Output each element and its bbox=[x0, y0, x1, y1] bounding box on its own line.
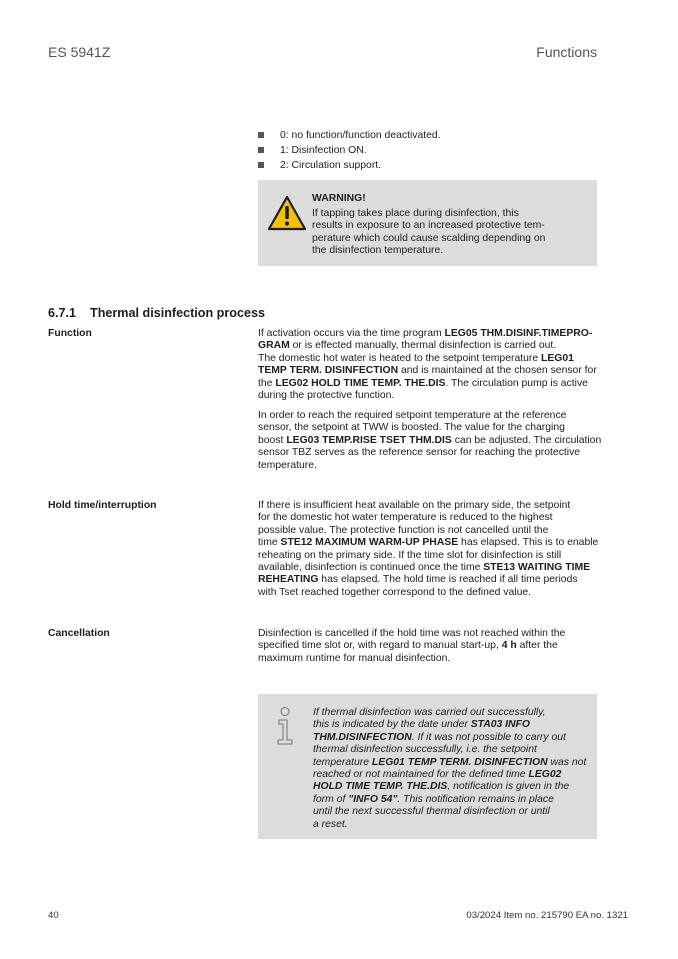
text-segment: available, disinfection is continued once the time bbox=[258, 562, 484, 574]
header-section: Functions bbox=[536, 44, 597, 60]
text-segment: , notification is given in the bbox=[447, 781, 570, 793]
bold-term: STE12 MAXIMUM WARM-UP PHASE bbox=[280, 537, 459, 549]
text-line bbox=[258, 628, 608, 640]
text-line bbox=[313, 719, 593, 731]
text-segment: time bbox=[258, 537, 281, 549]
bold-term: LEG02 bbox=[528, 769, 562, 781]
warning-title: WARNING! bbox=[312, 193, 366, 204]
text-segment: and is maintained at the chosen sensor for bbox=[398, 365, 597, 377]
page-number: 40 bbox=[48, 910, 59, 921]
bold-term: TEMP TERM. DISINFECTION bbox=[258, 365, 399, 377]
text-line bbox=[258, 460, 608, 472]
text-segment: has elapsed. This is to enable bbox=[458, 537, 599, 549]
text-segment: Disinfection is cancelled if the hold time was not reached within the bbox=[258, 628, 566, 639]
text-line bbox=[258, 562, 608, 574]
text-segment: reached or not maintained for the defined time bbox=[313, 769, 529, 781]
text-line bbox=[258, 550, 608, 562]
text-line bbox=[313, 806, 593, 818]
text-line bbox=[258, 390, 608, 402]
text-line bbox=[313, 819, 593, 831]
bold-term: HOLD TIME TEMP. THE.DIS bbox=[313, 781, 448, 793]
bold-term: THM.DISINFECTION bbox=[313, 731, 412, 743]
text-line bbox=[258, 525, 608, 537]
text-line bbox=[258, 435, 608, 447]
text-line bbox=[258, 378, 608, 390]
bold-term: LEG01 bbox=[541, 352, 574, 364]
text-line bbox=[258, 512, 608, 524]
text-line bbox=[313, 707, 593, 719]
bold-term: LEG03 TEMP.RISE TSET THM.DIS bbox=[286, 434, 452, 446]
footer-info: 03/2024 Item no. 215790 EA no. 1321 bbox=[466, 910, 628, 921]
section-number: 6.7.1 bbox=[48, 306, 77, 320]
hold-paragraph bbox=[258, 500, 608, 599]
bold-term: LEG05 THM.DISINF.TIMEPRO- bbox=[444, 328, 593, 339]
function-paragraph-1 bbox=[258, 328, 608, 402]
text-line bbox=[258, 537, 608, 549]
text-line bbox=[258, 340, 608, 352]
text-segment: after the bbox=[516, 640, 558, 652]
info-icon bbox=[274, 706, 296, 746]
bold-term: "INFO 54" bbox=[348, 793, 398, 805]
text-line bbox=[258, 447, 608, 459]
text-line bbox=[258, 653, 608, 665]
text-segment: reheating on the primary side. If the time slot for disinfection is still bbox=[258, 549, 562, 561]
text-segment: has elapsed. The hold time is reached if all time periods bbox=[318, 574, 578, 586]
label-function: Function bbox=[48, 328, 92, 339]
text-segment: The domestic hot water is heated to the setpoint temperature bbox=[258, 352, 542, 364]
header-model: ES 5941Z bbox=[48, 44, 111, 60]
list-item: 0: no function/function deactivated. bbox=[258, 128, 608, 143]
text-segment: maximum runtime for manual disinfection. bbox=[258, 652, 451, 664]
text-line bbox=[313, 781, 593, 793]
bold-term: REHEATING bbox=[258, 574, 319, 586]
text-segment: a reset. bbox=[313, 818, 348, 830]
text-segment: the bbox=[258, 377, 276, 389]
text-line bbox=[258, 422, 608, 434]
text-segment: . The circulation pump is active bbox=[445, 377, 588, 389]
text-line bbox=[258, 587, 608, 599]
section-title: Thermal disinfection process bbox=[90, 306, 265, 320]
text-segment: or is effected manually, thermal disinfection is carried out. bbox=[289, 340, 557, 352]
bold-term: STE13 WAITING TIME bbox=[483, 562, 591, 574]
text-line bbox=[313, 757, 593, 769]
warning-icon bbox=[266, 194, 308, 232]
text-segment: for the domestic hot water temperature is reduced to the highest bbox=[258, 512, 553, 524]
text-segment: was not bbox=[547, 756, 587, 768]
text-line bbox=[313, 744, 593, 756]
text-segment: specified time slot or, with regard to manual start-up, bbox=[258, 640, 502, 652]
text-line bbox=[258, 365, 608, 377]
label-hold-time: Hold time/interruption bbox=[48, 500, 157, 511]
text-segment: can be adjusted. The circulation bbox=[451, 434, 602, 446]
list-item: 1: Disinfection ON. bbox=[258, 143, 608, 158]
warning-box bbox=[258, 180, 597, 266]
text-segment: until the next successful thermal disinfection or until bbox=[313, 806, 550, 818]
bold-term: LEG02 HOLD TIME TEMP. THE.DIS bbox=[275, 377, 446, 389]
text-segment: thermal disinfection successfully, i.e. the setpoint bbox=[313, 744, 537, 756]
text-line bbox=[313, 769, 593, 781]
text-segment: during the protective function. bbox=[258, 390, 395, 402]
text-line bbox=[313, 732, 593, 744]
text-segment: . This notification remains in place bbox=[397, 793, 554, 805]
warning-text: If tapping takes place during disinfection, this results in exposure to an increased protective tem- perature which could cause scalding depending on the disinfection temperature. bbox=[312, 208, 546, 257]
text-segment: form of bbox=[313, 793, 349, 805]
function-paragraph-2 bbox=[258, 410, 608, 472]
list-item: 2: Circulation support. bbox=[258, 158, 608, 173]
text-line bbox=[258, 353, 608, 365]
text-segment: . If it was not possible to carry out bbox=[411, 731, 566, 743]
bold-term: GRAM bbox=[258, 340, 290, 352]
section-heading bbox=[48, 306, 265, 320]
text-segment: If there is insufficient heat available on the primary side, the setpoint bbox=[258, 500, 571, 511]
text-line bbox=[313, 794, 593, 806]
text-segment: In order to reach the required setpoint temperature at the reference bbox=[258, 410, 567, 421]
text-segment: with Tset reached together correspond to the defined value. bbox=[258, 586, 532, 598]
text-segment: boost bbox=[258, 434, 287, 446]
text-line bbox=[258, 574, 608, 586]
info-box bbox=[258, 694, 597, 839]
text-segment: sensor, the setpoint at TWW is boosted. The value for the charging bbox=[258, 422, 565, 434]
text-segment: sensor TBZ serves as the reference sensor for reaching the protective bbox=[258, 447, 581, 459]
text-line bbox=[258, 640, 608, 652]
text-segment: this is indicated by the date under bbox=[313, 719, 471, 731]
label-cancellation: Cancellation bbox=[48, 628, 110, 639]
text-line bbox=[258, 500, 608, 512]
cancellation-paragraph bbox=[258, 628, 608, 665]
text-line bbox=[258, 410, 608, 422]
bold-term: STA03 INFO bbox=[470, 719, 530, 731]
bold-term: LEG01 TEMP TERM. DISINFECTION bbox=[371, 756, 548, 768]
text-segment: possible value. The protective function is not cancelled until the bbox=[258, 524, 549, 536]
text-segment: temperature. bbox=[258, 459, 317, 471]
text-segment: temperature bbox=[313, 756, 372, 768]
options-list bbox=[258, 128, 608, 173]
text-segment: If activation occurs via the time program bbox=[258, 328, 445, 339]
text-segment: If thermal disinfection was carried out successfully, bbox=[313, 707, 546, 718]
info-text bbox=[313, 707, 593, 831]
bold-term: 4 h bbox=[501, 640, 517, 652]
text-line bbox=[258, 328, 608, 340]
